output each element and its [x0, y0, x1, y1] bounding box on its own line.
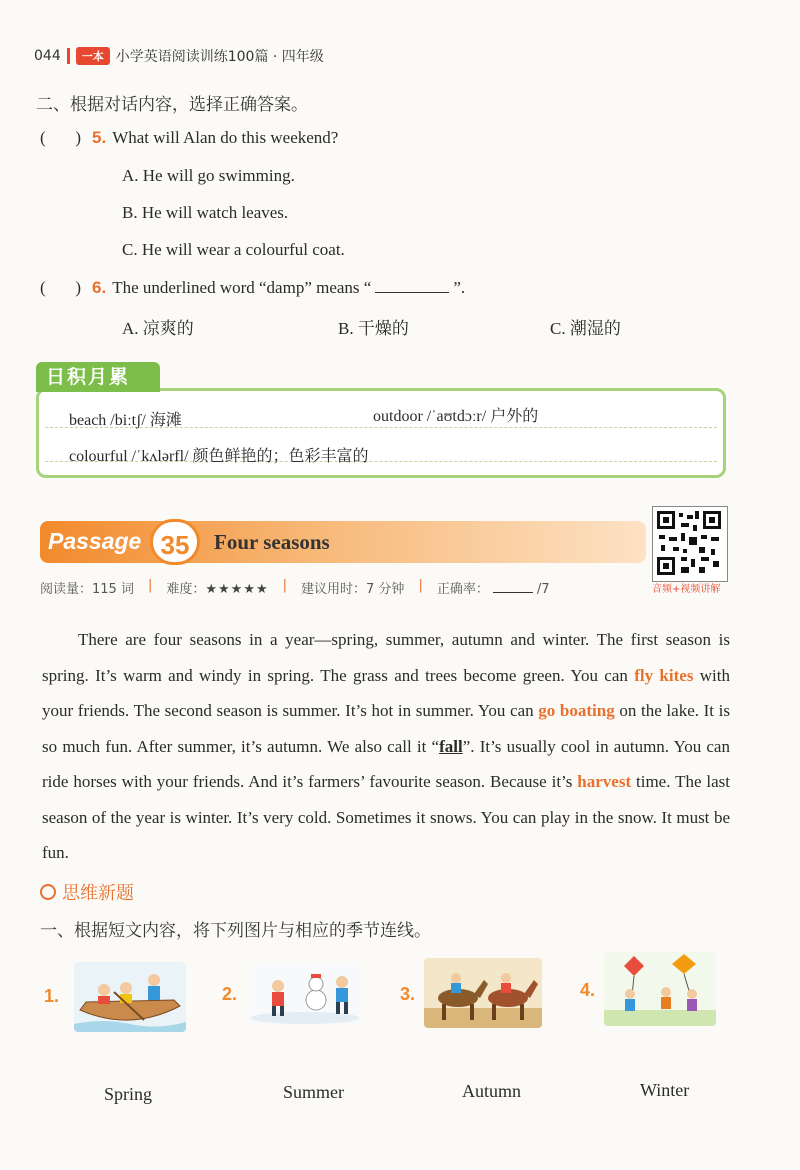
option-c[interactable]: C. 潮湿的 [550, 319, 621, 338]
question-6 [40, 278, 465, 298]
question-5 [40, 128, 338, 148]
vocab-item: beach /biːtʃ/ 海滩 [69, 412, 182, 429]
option-b[interactable]: B. He will watch leaves. [122, 203, 289, 222]
question-text-before: The underlined word “damp” means “ [112, 278, 372, 297]
option-c[interactable]: C. He will wear a colourful coat. [122, 240, 345, 259]
season-winter[interactable]: Winter [640, 1080, 690, 1100]
difficulty-stars-icon: ★★★★★ [205, 582, 269, 597]
page-header [34, 46, 324, 66]
kite-flying-picture-icon[interactable] [604, 952, 716, 1026]
meta-separator: | [282, 578, 288, 593]
passage-title: Four seasons [214, 530, 330, 554]
option-a[interactable]: A. 凉爽的 [122, 319, 194, 338]
section-heading: 二、根据对话内容，选择正确答案。 [36, 95, 308, 115]
exercise-heading: 一、根据短文内容，将下列图片与相应的季节连线。 [40, 921, 431, 941]
answer-bracket[interactable]: ( ) [40, 128, 82, 147]
picture-number: 4. [580, 980, 596, 1000]
accuracy: 正确率： /7 [436, 582, 550, 597]
passage-label: Passage [48, 528, 142, 554]
word-count: 阅读量：115 词 [40, 582, 134, 597]
passage-number: 35 [150, 519, 200, 565]
question-number: 6. [92, 278, 107, 297]
highlight-harvest: harvest [577, 772, 632, 791]
brand-logo: 一本 [76, 47, 110, 65]
boating-picture-icon[interactable] [74, 962, 186, 1032]
question-text-after: ”. [453, 278, 466, 297]
qr-caption: 音频+视频讲解 [652, 584, 721, 595]
suggested-time: 建议用时：7 分钟 [301, 582, 405, 597]
vocab-item: colourful /ˈkʌlərfl/ 颜色鲜艳的；色彩丰富的 [69, 448, 369, 465]
accuracy-blank[interactable] [493, 592, 533, 593]
header-divider [67, 48, 70, 64]
difficulty: 难度：★★★★★ [166, 582, 269, 597]
vocab-title: 日积月累 [36, 362, 160, 392]
underlined-fall: fall [439, 736, 463, 756]
qr-code-icon[interactable] [652, 506, 728, 582]
season-autumn[interactable]: Autumn [462, 1081, 522, 1101]
picture-number: 1. [44, 986, 60, 1006]
page-number: 044 [34, 48, 61, 64]
season-spring[interactable]: Spring [104, 1084, 153, 1104]
picture-number: 2. [222, 984, 238, 1004]
passage-meta [40, 578, 550, 597]
answer-bracket[interactable]: ( ) [40, 278, 82, 297]
picture-number: 3. [400, 984, 416, 1004]
lightbulb-icon [40, 884, 56, 900]
highlight-go-boating: go boating [538, 701, 615, 720]
question-text: What will Alan do this weekend? [112, 128, 339, 147]
vocab-box [36, 388, 726, 478]
option-a[interactable]: A. He will go swimming. [122, 166, 295, 185]
meta-separator: | [418, 578, 423, 593]
option-b[interactable]: B. 干燥的 [338, 319, 409, 338]
book-title: 小学英语阅读训练100篇 · 四年级 [115, 49, 324, 65]
meta-separator: | [147, 578, 153, 593]
highlight-fly-kites: fly kites [634, 665, 694, 685]
passage-body: There are four seasons in a year—spring, summer, autumn and winter. The first season is spring. It’s warm and windy in spring. The grass and trees become green. You can fly kites with your friends. The second season is summer. It’s hot in summer. You can go boating on the lake. It is so much fun. After summer, it’s autumn. We also call it “fall”. It’s usually cool in autumn. You can ride horses with your friends. And it’s farmers’ favourite season. Because it’s harvest time. The last season of the year is winter. It’s very cold. Sometimes it snows. You can play in the snow. It must be fun. [42, 630, 730, 862]
answer-blank[interactable] [375, 292, 449, 293]
season-summer[interactable]: Summer [283, 1082, 344, 1102]
question-number: 5. [92, 128, 107, 147]
vocab-item: outdoor /ˈaʊtdɔːr/ 户外的 [373, 408, 539, 425]
snow-play-picture-icon[interactable] [250, 962, 360, 1024]
thinking-badge: 思维新题 [40, 879, 134, 905]
horse-riding-picture-icon[interactable] [424, 958, 542, 1028]
